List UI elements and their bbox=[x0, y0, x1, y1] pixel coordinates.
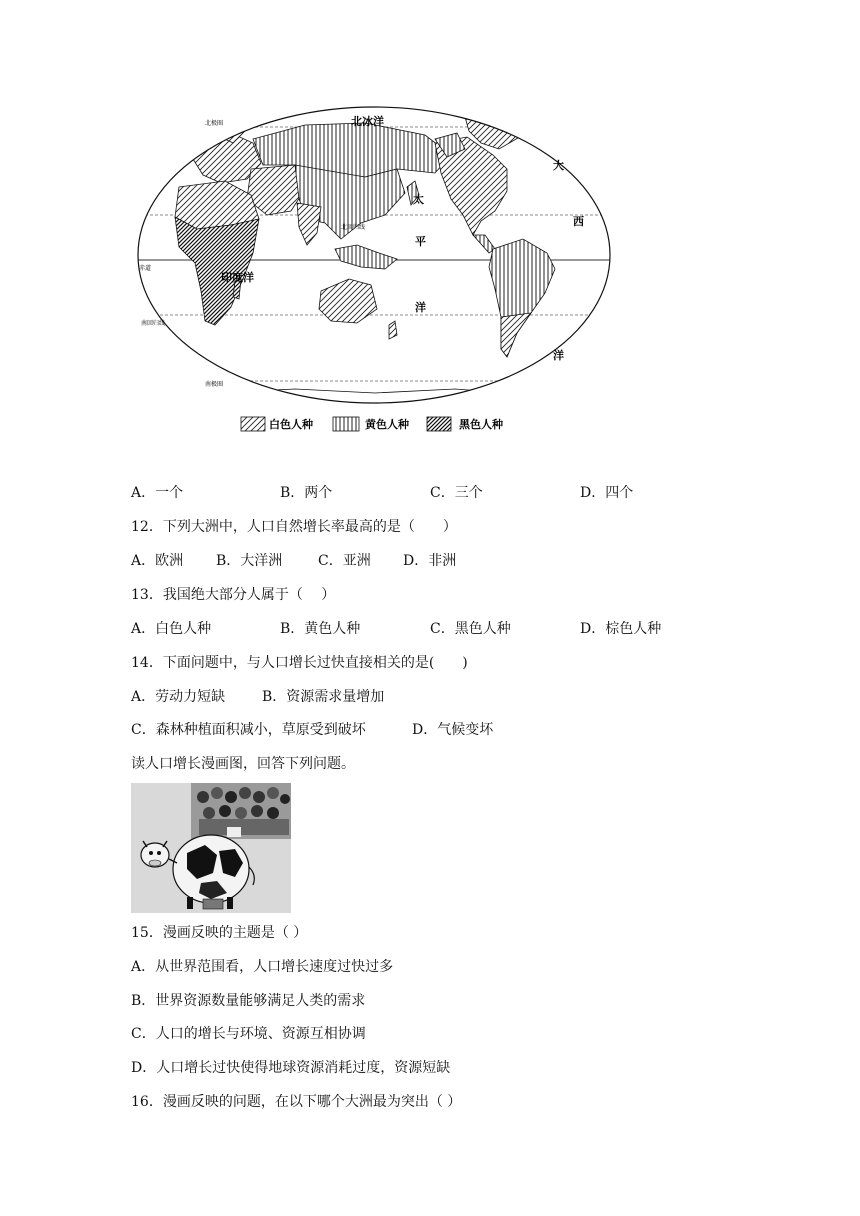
arctic-ocean-label: 北冰洋 bbox=[351, 115, 384, 128]
q15-option-a[interactable]: A．从世界范围看，人口增长速度过快过多 bbox=[131, 959, 394, 975]
arctic-circle-label: 北极圈 bbox=[205, 120, 224, 127]
australia-shape bbox=[319, 279, 377, 323]
q12-option-a[interactable]: A．欧洲 bbox=[131, 553, 184, 569]
q13-option-d[interactable]: D．棕色人种 bbox=[580, 621, 662, 637]
pacific-label-3: 洋 bbox=[415, 301, 426, 314]
q11-option-a[interactable]: A．一个 bbox=[131, 485, 184, 501]
population-growth-cartoon bbox=[131, 783, 291, 913]
legend-swatch-yellow bbox=[333, 417, 359, 431]
q15-option-b[interactable]: B．世界资源数量能够满足人类的需求 bbox=[131, 993, 366, 1009]
legend-swatch-white bbox=[241, 417, 265, 431]
atlantic-label-3: 洋 bbox=[553, 349, 564, 362]
indian-ocean-label: 印度洋 bbox=[221, 271, 254, 284]
q15-option-c[interactable]: C．人口的增长与环境、资源互相协调 bbox=[131, 1026, 366, 1042]
south-america-shape bbox=[489, 239, 555, 357]
q12-option-d[interactable]: D．非洲 bbox=[403, 553, 457, 569]
atlantic-label-2: 西 bbox=[573, 215, 584, 228]
q16-stem: 16．漫画反映的问题，在以下哪个大洲最为突出（ ） bbox=[131, 1094, 462, 1110]
q13-option-a[interactable]: A．白色人种 bbox=[131, 621, 212, 637]
legend-swatch-black bbox=[427, 417, 451, 431]
world-race-distribution-map bbox=[135, 103, 613, 445]
pacific-label-1: 太 bbox=[413, 193, 424, 206]
atlantic-label-1: 大 bbox=[553, 159, 564, 172]
q15-stem: 15．漫画反映的主题是（ ） bbox=[131, 925, 308, 941]
pacific-label-2: 平 bbox=[415, 235, 426, 248]
india-shape bbox=[297, 203, 321, 245]
new-zealand-shape bbox=[389, 321, 397, 339]
southeast-asia-islands-shape bbox=[335, 245, 397, 269]
map-legend bbox=[241, 417, 503, 431]
q12-stem: 12．下列大洲中，人口自然增长率最高的是（ ） bbox=[131, 519, 457, 535]
q11-option-b[interactable]: B．两个 bbox=[280, 485, 333, 501]
reading-instruction: 读人口增长漫画图，回答下列问题。 bbox=[131, 756, 355, 772]
q14-option-c[interactable]: C．森林种植面积减小，草原受到破坏 bbox=[131, 722, 366, 738]
q14-option-a[interactable]: A．劳动力短缺 bbox=[131, 689, 226, 705]
south-america-south-shape bbox=[501, 313, 531, 357]
q14-option-d[interactable]: D．气候变坏 bbox=[412, 722, 494, 738]
equator-label: 赤道 bbox=[139, 265, 152, 272]
legend-label-black: 黑色人种 bbox=[459, 418, 503, 431]
q12-option-c[interactable]: C．亚洲 bbox=[318, 553, 371, 569]
q11-option-c[interactable]: C．三个 bbox=[430, 485, 483, 501]
antarctic-circle-label: 南极圈 bbox=[205, 381, 224, 388]
q11-option-d[interactable]: D．四个 bbox=[580, 485, 634, 501]
q12-option-b[interactable]: B．大洋洲 bbox=[216, 553, 283, 569]
legend-label-yellow: 黄色人种 bbox=[365, 418, 409, 431]
q14-option-b[interactable]: B．资源需求量增加 bbox=[262, 689, 385, 705]
q15-option-d[interactable]: D．人口增长过快使得地球资源消耗过度，资源短缺 bbox=[131, 1060, 451, 1076]
central-america-shape bbox=[473, 235, 495, 253]
q13-option-c[interactable]: C．黑色人种 bbox=[430, 621, 511, 637]
q13-stem: 13．我国绝大部分人属于（ ） bbox=[131, 587, 336, 603]
q13-option-b[interactable]: B．黄色人种 bbox=[280, 621, 361, 637]
tropic-cancer-label: 北回归线 bbox=[341, 224, 366, 231]
legend-label-white: 白色人种 bbox=[269, 418, 313, 431]
antarctica-shape bbox=[145, 389, 605, 445]
crowd-illustration bbox=[191, 783, 291, 839]
q14-stem: 14．下面问题中，与人口增长过快直接相关的是( ) bbox=[131, 655, 468, 671]
tropic-capricorn-label: 南回归线 bbox=[141, 320, 166, 327]
